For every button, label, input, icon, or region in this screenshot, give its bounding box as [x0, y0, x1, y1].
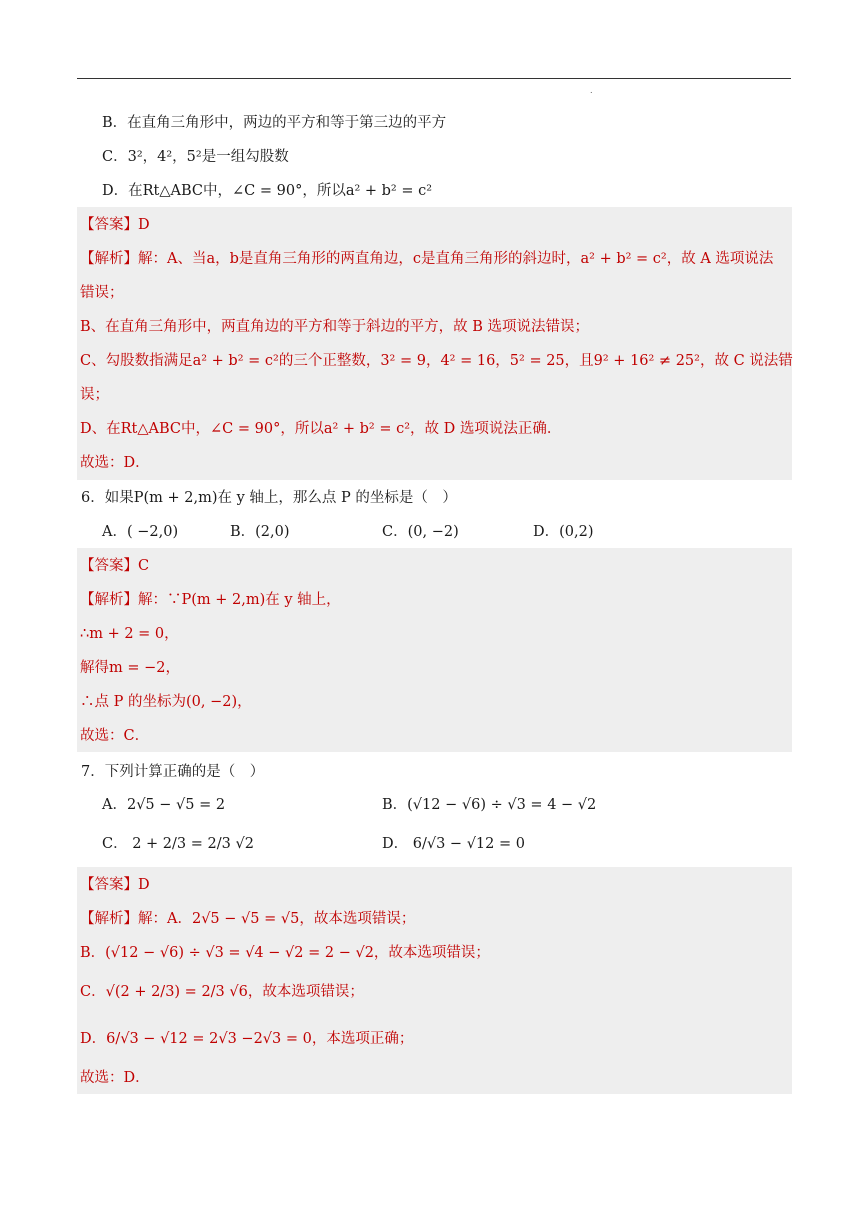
q6-answer-box — [77, 548, 792, 752]
q7-answer-box — [77, 867, 792, 1094]
q7-option-d-expr: 6/√3 − √12 = 0 — [412, 836, 525, 852]
q7-option-b: B．(√12 − √6) ÷ √3 = 4 − √2 — [382, 797, 597, 813]
q6-analysis-line: ∴点 P 的坐标为(0, −2)， — [80, 694, 252, 710]
q5-analysis-line: 故选：D． — [80, 455, 150, 471]
q6-answer: 【答案】C — [80, 558, 150, 574]
q6-analysis-line: 故选：C． — [80, 728, 150, 744]
q5-analysis-line: B、在直角三角形中，两直角边的平方和等于斜边的平方，故 B 选项说法错误； — [80, 319, 590, 335]
q5-analysis-line: 误； — [80, 387, 109, 403]
q7-answer: 【答案】D — [80, 877, 150, 893]
q6-option-b: B．(2,0) — [230, 524, 290, 540]
q6-option-a: A．( −2,0) — [102, 524, 179, 540]
q6-stem: 6．如果P(m + 2,m)在 y 轴上，那么点 P 的坐标是（ ） — [81, 490, 457, 506]
q5-analysis-line: D、在Rt△ABC中，∠C = 90°，所以a² + b² = c²，故 D 选项说法正确． — [80, 421, 562, 437]
q5-answer-box — [77, 207, 792, 480]
q6-analysis-line: ∴m + 2 = 0， — [80, 626, 179, 642]
q7-analysis-line: 【解析】解：A．2√5 − √5 = √5，故本选项错误； — [80, 911, 416, 927]
q5-option-d: D．在Rt△ABC中，∠C = 90°，所以a² + b² = c² — [102, 183, 433, 199]
q5-analysis-line: 错误； — [80, 285, 124, 301]
q7-analysis-line: B．(√12 − √6) ÷ √3 = √4 − √2 = 2 − √2，故本选项错误； — [80, 945, 490, 961]
q6-analysis-line: 解得m = −2， — [80, 660, 180, 676]
q7-option-c-label: C． — [102, 836, 128, 852]
q6-option-c: C．(0, −2) — [382, 524, 459, 540]
q7-analysis-line: 故选：D． — [80, 1070, 150, 1086]
q6-option-d: D．(0,2) — [533, 524, 594, 540]
q7-stem: 7．下列计算正确的是（ ） — [81, 764, 265, 780]
header-dot: . — [590, 86, 593, 95]
q5-option-b: B．在直角三角形中，两边的平方和等于第三边的平方 — [102, 115, 447, 131]
q5-analysis-line: C、勾股数指满足a² + b² = c²的三个正整数，3² = 9，4² = 16，5² = 25，且9² + 16² ≠ 25²，故 C 说法错 — [80, 353, 793, 369]
q7-option-d-label: D． — [382, 836, 409, 852]
q7-option-a: A．2√5 − √5 = 2 — [102, 797, 226, 813]
q7-option-d — [382, 834, 525, 854]
q7-option-c — [102, 834, 254, 854]
q6-analysis-line: 【解析】解：∵P(m + 2,m)在 y 轴上， — [80, 592, 341, 608]
q5-option-c: C．3²，4²，5²是一组勾股数 — [102, 149, 289, 165]
q5-analysis-line: 【解析】解：A、当a，b是直角三角形的两直角边，c是直角三角形的斜边时，a² + b² = c²，故 A 选项说法 — [80, 251, 774, 267]
q7-option-c-expr: 2 + 2/3 = 2/3 √2 — [132, 836, 254, 852]
header-rule — [77, 78, 791, 79]
q7-analysis-line: C．√(2 + 2/3) = 2/3 √6，故本选项错误； — [80, 984, 364, 1000]
q7-analysis-line: D．6/√3 − √12 = 2√3 −2√3 = 0，本选项正确； — [80, 1031, 414, 1047]
q5-answer: 【答案】D — [80, 217, 150, 233]
